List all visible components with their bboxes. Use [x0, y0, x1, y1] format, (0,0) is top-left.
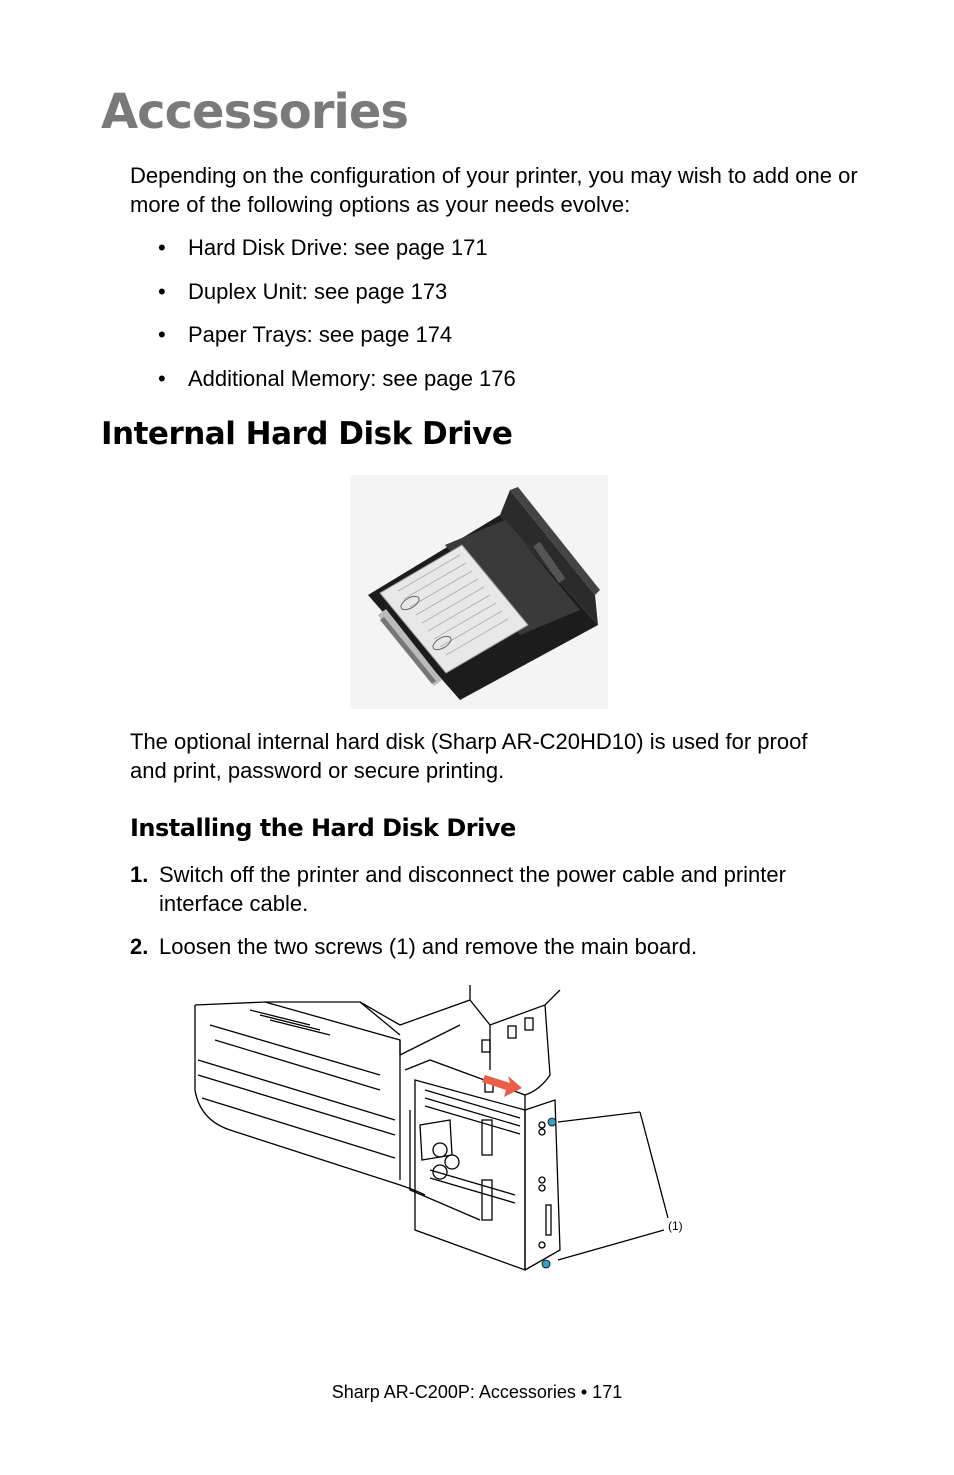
step-number: 1.	[130, 862, 149, 887]
main-board-diagram	[190, 980, 710, 1280]
list-item	[130, 932, 870, 961]
hard-disk-photo	[350, 475, 608, 709]
subsection-heading: Installing the Hard Disk Drive	[130, 814, 516, 842]
bullet: •	[158, 365, 166, 391]
page-title: Accessories	[101, 84, 408, 140]
options-list	[158, 233, 516, 407]
bullet: •	[158, 278, 166, 304]
list-item	[130, 860, 870, 918]
bullet: •	[158, 235, 166, 260]
intro-paragraph: Depending on the configuration of your printer, you may wish to add one or more of the following options as your needs evolve:	[130, 163, 858, 217]
steps-list	[130, 860, 870, 975]
description-paragraph: The optional internal hard disk (Sharp AR-C20HD10) is used for proof and print, password or secure printing.	[130, 729, 808, 783]
page-footer: Sharp AR-C200P: Accessories • 171	[331, 1382, 623, 1402]
list-item: • Additional Memory: see page 176	[158, 365, 516, 391]
step-text: Switch off the printer and disconnect the power cable and printer interface cable.	[159, 862, 786, 916]
bullet: •	[158, 322, 166, 347]
step-text: Loosen the two screws (1) and remove the main board.	[159, 934, 698, 959]
section-heading: Internal Hard Disk Drive	[101, 416, 513, 452]
step-number: 2.	[130, 934, 149, 959]
callout-label: (1)	[668, 1219, 683, 1233]
list-item: • Duplex Unit: see page 173	[158, 278, 448, 304]
list-item: • Hard Disk Drive: see page 171	[158, 235, 488, 260]
list-item: • Paper Trays: see page 174	[158, 322, 453, 347]
